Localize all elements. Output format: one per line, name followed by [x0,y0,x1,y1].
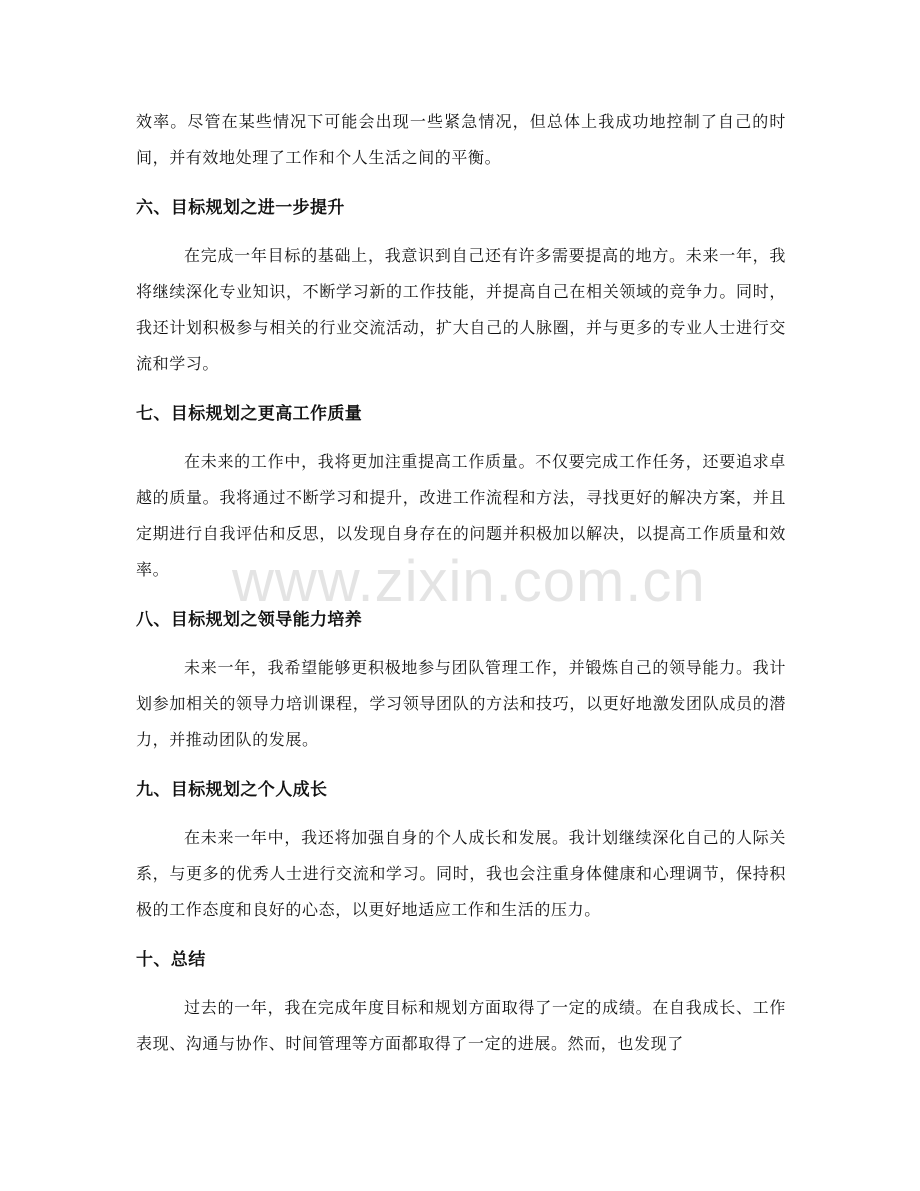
watermark: www.zixin.com.cn [232,549,706,614]
section-paragraph-6: 在完成一年目标的基础上，我意识到自己还有许多需要提高的地方。未来一年，我将继续深化专业知识，不断学习新的工作技能，并提高自己在相关领域的竞争力。同时，我还计划积极参与相关的行业交流活动，扩大自己的人脉圈，并与更多的专业人士进行交流和学习。 [136,246,786,373]
section-heading-6: 六、目标规划之进一步提升 [136,198,345,218]
section-heading-7: 七、目标规划之更高工作质量 [136,404,363,424]
section-heading-10: 十、总结 [136,950,206,970]
intro-paragraph: 效率。尽管在某些情况下可能会出现一些紧急情况，但总体上我成功地控制了自己的时间，并有效地处理了工作和个人生活之间的平衡。 [136,112,786,167]
section-paragraph-7: 在未来的工作中，我将更加注重提高工作质量。不仅要完成工作任务，还要追求卓越的质量。我将通过不断学习和提升，改进工作流程和方法，寻找更好的解决方案，并且定期进行自我评估和反思，以发现自身存在的问题并积极加以解决，以提高工作质量和效率。 [136,452,786,579]
section-paragraph-10: 过去的一年，我在完成年度目标和规划方面取得了一定的成绩。在自我成长、工作表现、沟通与协作、时间管理等方面都取得了一定的进展。然而，也发现了 [136,998,786,1053]
section-heading-8: 八、目标规划之领导能力培养 [136,610,363,630]
section-paragraph-9: 在未来一年中，我还将加强自身的个人成长和发展。我计划继续深化自己的人际关系，与更多的优秀人士进行交流和学习。同时，我也会注重身体健康和心理调节，保持积极的工作态度和良好的心态，以更好地适应工作和生活的压力。 [136,828,786,919]
section-heading-9: 九、目标规划之个人成长 [136,780,328,800]
document-body [136,104,786,1062]
section-paragraph-8: 未来一年，我希望能够更积极地参与团队管理工作，并锻炼自己的领导能力。我计划参加相关的领导力培训课程，学习领导团队的方法和技巧，以更好地激发团队成员的潜力，并推动团队的发展。 [136,658,786,749]
